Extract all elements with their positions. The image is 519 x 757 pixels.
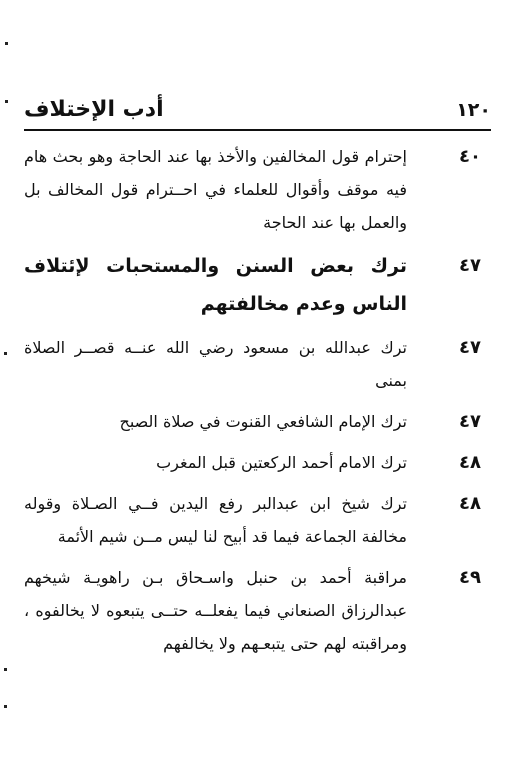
page-number: ١٢٠ <box>456 99 491 121</box>
page-header <box>24 93 491 125</box>
toc-page-number: ٤٧ <box>459 337 481 358</box>
toc-page-number: ٤٨ <box>459 493 481 514</box>
toc-entry <box>24 446 489 479</box>
toc-page-number: ٤٠ <box>459 146 481 167</box>
toc-entry-title: ترك عبدالله بن مسعود رضي الله عنــه قصــر الصلاة بمنى <box>24 338 407 390</box>
scan-speck <box>4 705 7 708</box>
header-rule <box>24 129 491 131</box>
toc-entry-title: مراقبة أحمد بن حنبل واسـحاق بـن راهويـة شيخهم عبدالرزاق الصنعاني فيما يفعلــه حتــى يتبعوه لا يخالفوه ، ومراقبته لهم حتى يتبعـهم ولا يخالفهم <box>24 568 407 653</box>
running-title: أدب الإختلاف <box>24 97 164 122</box>
toc-page-number: ٤٨ <box>459 452 481 473</box>
toc-entry <box>24 487 489 553</box>
toc-page-number: ٤٧ <box>459 255 481 276</box>
toc-entry-title: ترك بعض السنن والمستحبات لإئتلاف الناس وعدم مخالفتهم <box>24 255 407 315</box>
toc-entry <box>24 405 489 438</box>
toc-page-number: ٤٩ <box>459 567 481 588</box>
toc-entry-title: ترك الإمام الشافعي القنوت في صلاة الصبح <box>119 412 407 431</box>
toc-entry <box>24 140 489 239</box>
scan-speck <box>4 352 7 355</box>
toc-entry-title: ترك الامام أحمد الركعتين قبل المغرب <box>156 453 407 472</box>
scan-speck <box>4 668 7 671</box>
scan-speck <box>5 42 8 45</box>
table-of-contents <box>24 140 489 668</box>
toc-entry-title: إحترام قول المخالفين والأخذ بها عند الحاجة وهو بحث هام فيه موقف وأقوال للعلماء في احــترام قول المخالف بل والعمل بها عند الحاجة <box>24 147 407 232</box>
toc-section-heading <box>24 247 489 323</box>
scan-speck <box>5 100 8 103</box>
toc-entry-title: ترك شيخ ابن عبدالبر رفع اليدين فــي الصـلاة وقوله مخالفة الجماعة فيما قد أبيح لنا ليس مــن شيم الأئمة <box>24 494 407 546</box>
toc-entry <box>24 561 489 660</box>
toc-page-number: ٤٧ <box>459 411 481 432</box>
toc-entry <box>24 331 489 397</box>
